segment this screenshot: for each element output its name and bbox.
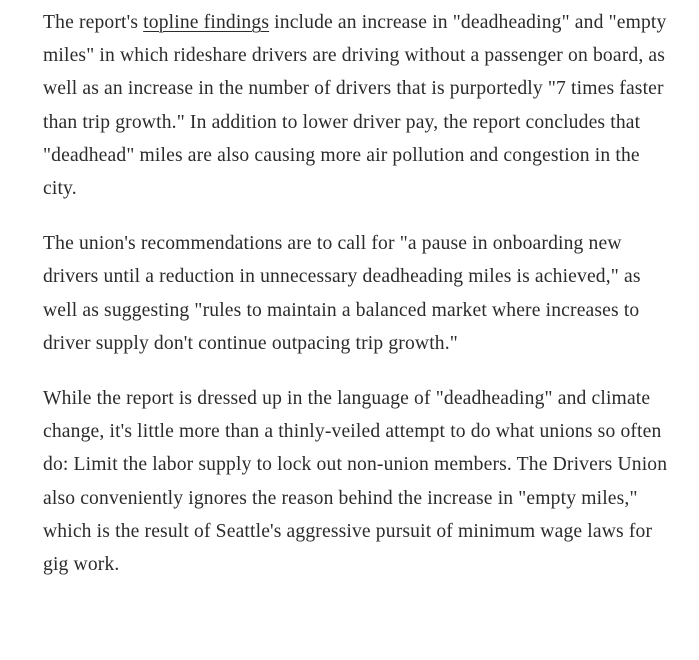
paragraph-critique: While the report is dressed up in the language of "deadheading" and climate change, it's little more than a thinly-veiled attempt to do what unions so often do: Limit the labor supply to lock out non-union members. The Drivers Union also conveniently ignores the reason behind the increase in "empty miles," which is the result of Seattle's aggressive pursuit of minimum wage laws for gig work. — [43, 388, 668, 576]
paragraph-findings-intro: The report's — [43, 12, 144, 33]
article-body — [43, 6, 673, 603]
paragraph-findings-body: include an increase in "deadheading" and "empty miles" in which rideshare drivers are driving without a passenger on board, as well as an increase in the number of drivers that is purportedly "7 times faster than trip growth." In addition to lower driver pay, the report concludes that "deadhead" miles are also causing more air pollution and congestion in the city. — [43, 12, 667, 200]
paragraph-findings — [43, 6, 673, 205]
topline-findings-link[interactable]: topline findings — [143, 12, 270, 33]
paragraph-recommendations: The union's recommendations are to call for "a pause in onboarding new drivers until a reduction in unnecessary deadheading miles is achieved," as well as suggesting "rules to maintain a balanced market where increases to driver supply don't continue outpacing trip growth." — [43, 233, 641, 354]
